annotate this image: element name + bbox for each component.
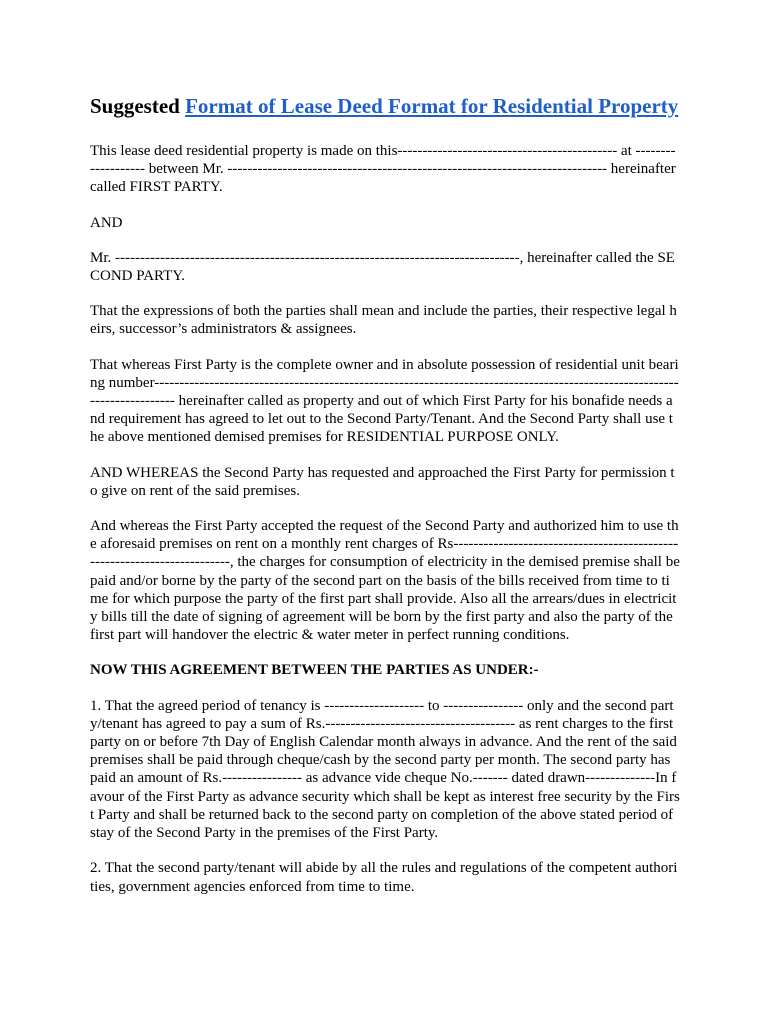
title-prefix: Suggested — [90, 94, 186, 118]
paragraph-accepted-request: And whereas the First Party accepted the request of the Second Party and authorized him to use the aforesaid premises on rent on a monthly rent charges of Rs-------------------------------------------------------------------------, the charges for consumption of electricity in the demised premise shall be paid and/or borne by the party of the second part on the basis of the bills received from time to time for which purpose the party of the first part shall provide. Also all the arrears/dues in electricity bills till the date of signing of agreement will be born by the first party and also the party of the first part will handover the electric & water meter in perfect running conditions. — [90, 518, 680, 644]
paragraph-expressions: That the expressions of both the parties shall mean and include the parties, their respective legal heirs, successor’s administrators & assignees. — [90, 303, 677, 338]
paragraph-intro: This lease deed residential property is made on this-------------------------------------------- at ------------------- between Mr. ---------------------------------------------------------------------------- hereinafter called FIRST PARTY. — [90, 143, 676, 196]
section-heading: NOW THIS AGREEMENT BETWEEN THE PARTIES AS UNDER:- — [90, 662, 539, 679]
document-page — [90, 92, 680, 913]
clause-2: 2. That the second party/tenant will abide by all the rules and regulations of the competent authorities, government agencies enforced from time to time. — [90, 860, 678, 895]
paragraph-whereas-request: AND WHEREAS the Second Party has requested and approached the First Party for permission to give on rent of the said premises. — [90, 464, 675, 499]
paragraph-and: AND — [90, 214, 123, 231]
clause-1: 1. That the agreed period of tenancy is -------------------- to ---------------- only and the second party/tenant has agreed to pay a sum of Rs.-------------------------------------- as rent charges to the first party on or before 7th Day of English Calendar month always in advance. And the rent of the said premises shall be paid through cheque/cash by the second party per month. The second party has paid an amount of Rs.---------------- as advance vide cheque No.------- dated drawn--------------In favour of the First Party as advance security which shall be kept as interest free security by the First Party and shall be returned back to the second party on completion of the above stated period of stay of the Second Party in the premises of the First Party. — [90, 697, 680, 842]
paragraph-whereas-owner: That whereas First Party is the complete owner and in absolute possession of residential unit bearing number-------------------------------------------------------------------------------------------------------------------------- hereinafter called as property and out of which First Party for his bonafide needs and requirement has agreed to let out to the Second Party/Tenant. And the Second Party shall use the above mentioned demised premises for RESIDENTIAL PURPOSE ONLY. — [90, 356, 679, 446]
title-link[interactable]: Format of Lease Deed Format for Residential Property — [185, 94, 679, 118]
page-title — [90, 92, 680, 120]
paragraph-second-party: Mr. ---------------------------------------------------------------------------------, hereinafter called the SECOND PARTY. — [90, 249, 675, 285]
